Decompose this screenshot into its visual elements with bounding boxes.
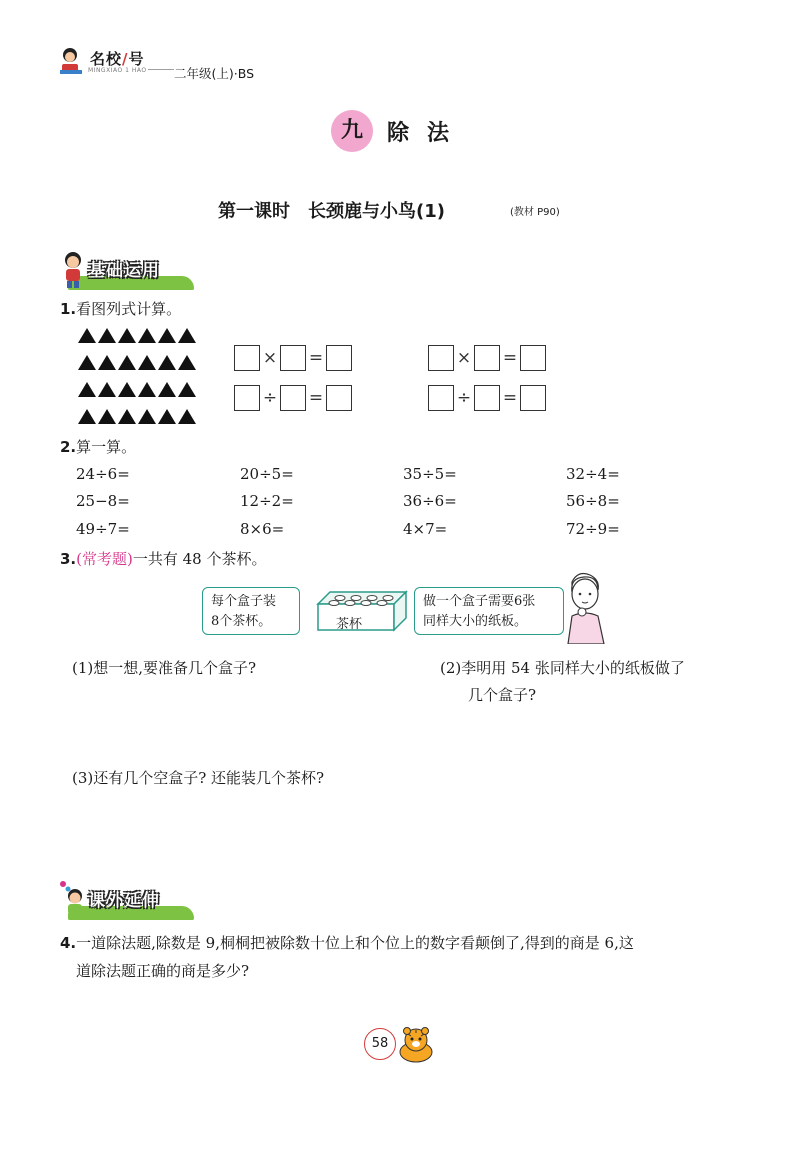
calc-problem: 4×7=	[403, 520, 448, 538]
triangle-icon	[118, 328, 136, 343]
answer-box[interactable]	[520, 385, 546, 411]
answer-box[interactable]	[474, 345, 500, 371]
page-number: 58	[364, 1028, 396, 1060]
question-3: 3.(常考题)一共有 48 个茶杯。	[60, 550, 267, 568]
answer-box[interactable]	[234, 385, 260, 411]
lesson-reference: (教材 P90)	[510, 207, 560, 218]
triangle-icon	[98, 382, 116, 397]
boy-thinking-icon	[560, 572, 610, 644]
answer-box[interactable]	[520, 345, 546, 371]
brand-header	[58, 44, 288, 80]
triangle-icon	[158, 382, 176, 397]
multiplication-equation: × =	[234, 344, 352, 371]
answer-box[interactable]	[280, 345, 306, 371]
triangle-icon	[98, 328, 116, 343]
lesson-title: 第一课时 长颈鹿与小鸟(1)	[218, 201, 445, 222]
calc-problem: 32÷4=	[566, 465, 620, 483]
triangle-icon	[178, 328, 196, 343]
kid-balloon-icon	[58, 880, 88, 920]
division-equation: ÷ =	[428, 384, 546, 411]
triangle-row	[78, 409, 196, 427]
question-1: 1.看图列式计算。	[60, 300, 182, 318]
calc-problem: 72÷9=	[566, 520, 620, 538]
division-equation: ÷ =	[234, 384, 352, 411]
triangle-row	[78, 382, 196, 400]
calc-problem: 20÷5=	[240, 465, 294, 483]
callout-cups-per-box: 每个盒子装 8个茶杯。	[202, 587, 300, 635]
triangle-row	[78, 355, 196, 373]
triangle-icon	[178, 355, 196, 370]
triangle-icon	[118, 382, 136, 397]
tiger-mascot-icon	[396, 1026, 436, 1064]
triangle-icon	[138, 355, 156, 370]
triangle-icon	[78, 355, 96, 370]
triangle-icon	[78, 382, 96, 397]
answer-box[interactable]	[474, 385, 500, 411]
section-banner-basic	[58, 250, 208, 292]
sub-question-3: (3)还有几个空盒子? 还能装几个茶杯?	[72, 769, 325, 787]
triangle-icon	[158, 355, 176, 370]
triangle-icon	[78, 328, 96, 343]
frequent-question-tag: (常考题)	[76, 550, 133, 568]
triangle-icon	[158, 328, 176, 343]
answer-box[interactable]	[428, 385, 454, 411]
calc-problem: 24÷6=	[76, 465, 130, 483]
brand-name: 名校/号	[90, 50, 145, 68]
triangle-icon	[158, 409, 176, 424]
section-title-extension: 课外延伸	[88, 891, 160, 911]
unit-number-badge: 九	[331, 110, 373, 152]
calc-problem: 8×6=	[240, 520, 285, 538]
triangle-icon	[98, 355, 116, 370]
triangle-icon	[118, 409, 136, 424]
multiplication-equation: × =	[428, 344, 546, 371]
triangle-icon	[78, 409, 96, 424]
callout-cardboard-per-box: 做一个盒子需要6张 同样大小的纸板。	[414, 587, 564, 635]
calc-problem: 25−8=	[76, 492, 130, 510]
brand-divider	[148, 69, 174, 70]
question-4-line2: 道除法题正确的商是多少?	[76, 962, 250, 980]
answer-box[interactable]	[280, 385, 306, 411]
triangle-icon	[98, 409, 116, 424]
brand-pinyin: MINGXIAO 1 HAO	[88, 67, 147, 74]
unit-title: 除法	[387, 121, 468, 146]
answer-box[interactable]	[234, 345, 260, 371]
section-banner-extension	[58, 880, 208, 922]
triangle-icon	[178, 382, 196, 397]
question-2: 2.算一算。	[60, 438, 137, 456]
sub-question-1: (1)想一想,要准备几个盒子?	[72, 659, 257, 677]
answer-box[interactable]	[326, 345, 352, 371]
answer-box[interactable]	[326, 385, 352, 411]
sub-question-2-line1: (2)李明用 54 张同样大小的纸板做了	[440, 659, 685, 677]
question-4-line1: 4.一道除法题,除数是 9,桐桐把被除数十位上和个位上的数字看颠倒了,得到的商是 6,这	[60, 934, 634, 952]
triangle-icon	[138, 409, 156, 424]
answer-box[interactable]	[428, 345, 454, 371]
calc-problem: 56÷8=	[566, 492, 620, 510]
reading-kid-icon	[58, 46, 86, 76]
grade-label: 二年级(上)·BS	[174, 66, 255, 81]
calc-problem: 49÷7=	[76, 520, 130, 538]
section-title-basic: 基础运用	[88, 261, 160, 281]
sub-question-2-line2: 几个盒子?	[468, 686, 537, 704]
triangle-icon	[138, 328, 156, 343]
triangle-icon	[138, 382, 156, 397]
calc-problem: 35÷5=	[403, 465, 457, 483]
cup-box-label: 茶杯	[336, 617, 363, 632]
kid-mascot-icon	[58, 250, 88, 290]
triangle-row	[78, 328, 196, 346]
calc-problem: 36÷6=	[403, 492, 457, 510]
triangle-icon	[178, 409, 196, 424]
triangle-icon	[118, 355, 136, 370]
calc-problem: 12÷2=	[240, 492, 294, 510]
